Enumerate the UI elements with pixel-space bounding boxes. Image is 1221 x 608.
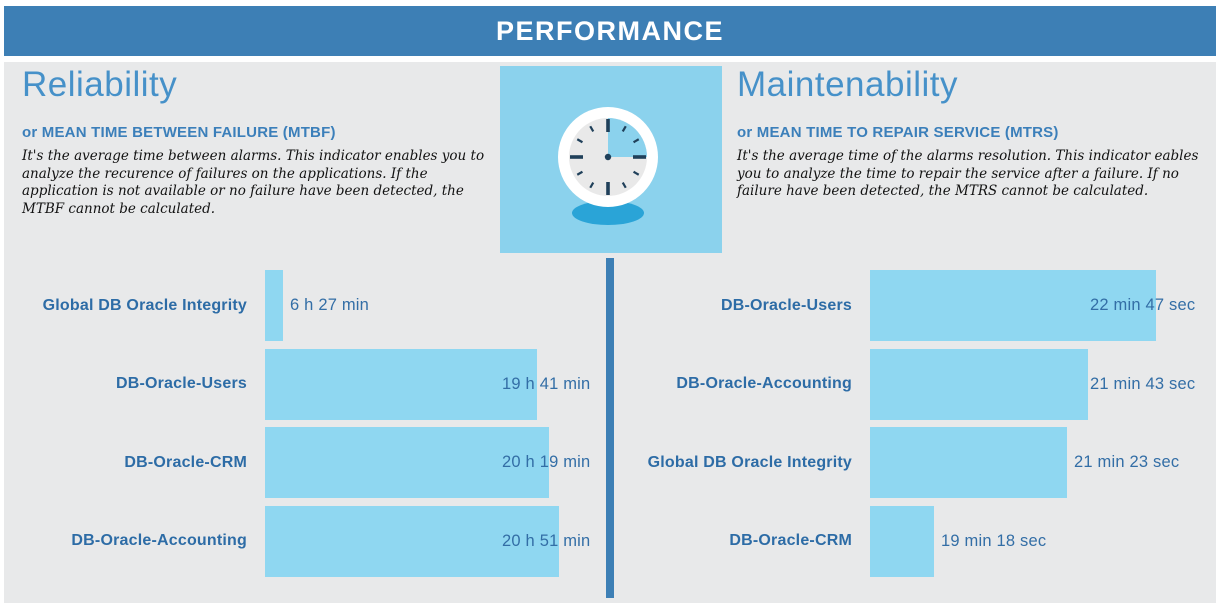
reliability-title: Reliability bbox=[22, 65, 178, 104]
mtbf-row bbox=[22, 506, 595, 577]
mtrs-row bbox=[620, 270, 1200, 341]
value-label: 20 h 19 min bbox=[502, 453, 591, 471]
value-label: 19 min 18 sec bbox=[941, 531, 1047, 550]
mtbf-bar-chart bbox=[22, 270, 595, 584]
mtrs-row bbox=[620, 349, 1200, 420]
center-divider bbox=[606, 258, 614, 598]
category-label: DB-Oracle-CRM bbox=[729, 532, 852, 549]
bar-area bbox=[870, 506, 1200, 577]
mtrs-bar bbox=[870, 349, 1088, 420]
bar-area bbox=[870, 427, 1200, 498]
bar-area bbox=[870, 270, 1200, 341]
mtrs-bar bbox=[870, 427, 1067, 498]
bar-area bbox=[870, 349, 1200, 420]
mtrs-row bbox=[620, 506, 1200, 577]
value-label: 21 min 43 sec bbox=[1090, 374, 1196, 393]
reliability-description: It's the average time between alarms. This indicator enables you to analyze the recurence of failures on the applications. If the application is not available or no failure have been detected, the MTBF cannot be calculated. bbox=[22, 148, 485, 217]
bar-area bbox=[265, 506, 595, 577]
mtbf-row bbox=[22, 349, 595, 420]
mtbf-bar bbox=[265, 270, 283, 341]
bar-area bbox=[265, 349, 595, 420]
category-label: Global DB Oracle Integrity bbox=[647, 453, 852, 471]
mtrs-bar-chart bbox=[620, 270, 1200, 584]
bar-area bbox=[265, 270, 595, 341]
maintenability-subtitle: or MEAN TIME TO REPAIR SERVICE (MTRS) bbox=[737, 124, 1059, 141]
category-label: DB-Oracle-Accounting bbox=[71, 532, 247, 549]
value-label: 22 min 47 sec bbox=[1090, 296, 1196, 314]
dashboard-panel bbox=[4, 62, 1216, 603]
bar-area bbox=[265, 427, 595, 498]
maintenability-title: Maintenability bbox=[737, 65, 958, 104]
banner-title: PERFORMANCE bbox=[495, 16, 724, 46]
mtbf-bar bbox=[265, 349, 537, 420]
category-label: Global DB Oracle Integrity bbox=[42, 296, 247, 314]
clock-icon bbox=[500, 66, 722, 253]
maintenability-description: It's the average time of the alarms resolution. This indicator eables you to analyze the time to repair the service after a failure. If no failure have been detected, the MTRS cannot be calculated. bbox=[737, 148, 1199, 199]
category-label: DB-Oracle-Users bbox=[115, 375, 247, 392]
value-label: 20 h 51 min bbox=[502, 531, 591, 550]
mtrs-bar bbox=[870, 506, 934, 577]
reliability-subtitle: or MEAN TIME BETWEEN FAILURE (MTBF) bbox=[22, 124, 336, 141]
mtbf-row bbox=[22, 270, 595, 341]
clock-tile bbox=[500, 66, 722, 253]
value-label: 21 min 23 sec bbox=[1074, 453, 1180, 471]
value-label: 6 h 27 min bbox=[290, 296, 370, 314]
category-label: DB-Oracle-CRM bbox=[124, 453, 247, 471]
value-label: 19 h 41 min bbox=[502, 374, 591, 393]
maintenability-header bbox=[737, 64, 1205, 201]
category-label: DB-Oracle-Accounting bbox=[676, 375, 852, 392]
mtrs-row bbox=[620, 427, 1200, 498]
mtbf-row bbox=[22, 427, 595, 498]
performance-banner bbox=[4, 6, 1216, 56]
category-label: DB-Oracle-Users bbox=[720, 296, 852, 314]
reliability-header bbox=[22, 64, 490, 218]
